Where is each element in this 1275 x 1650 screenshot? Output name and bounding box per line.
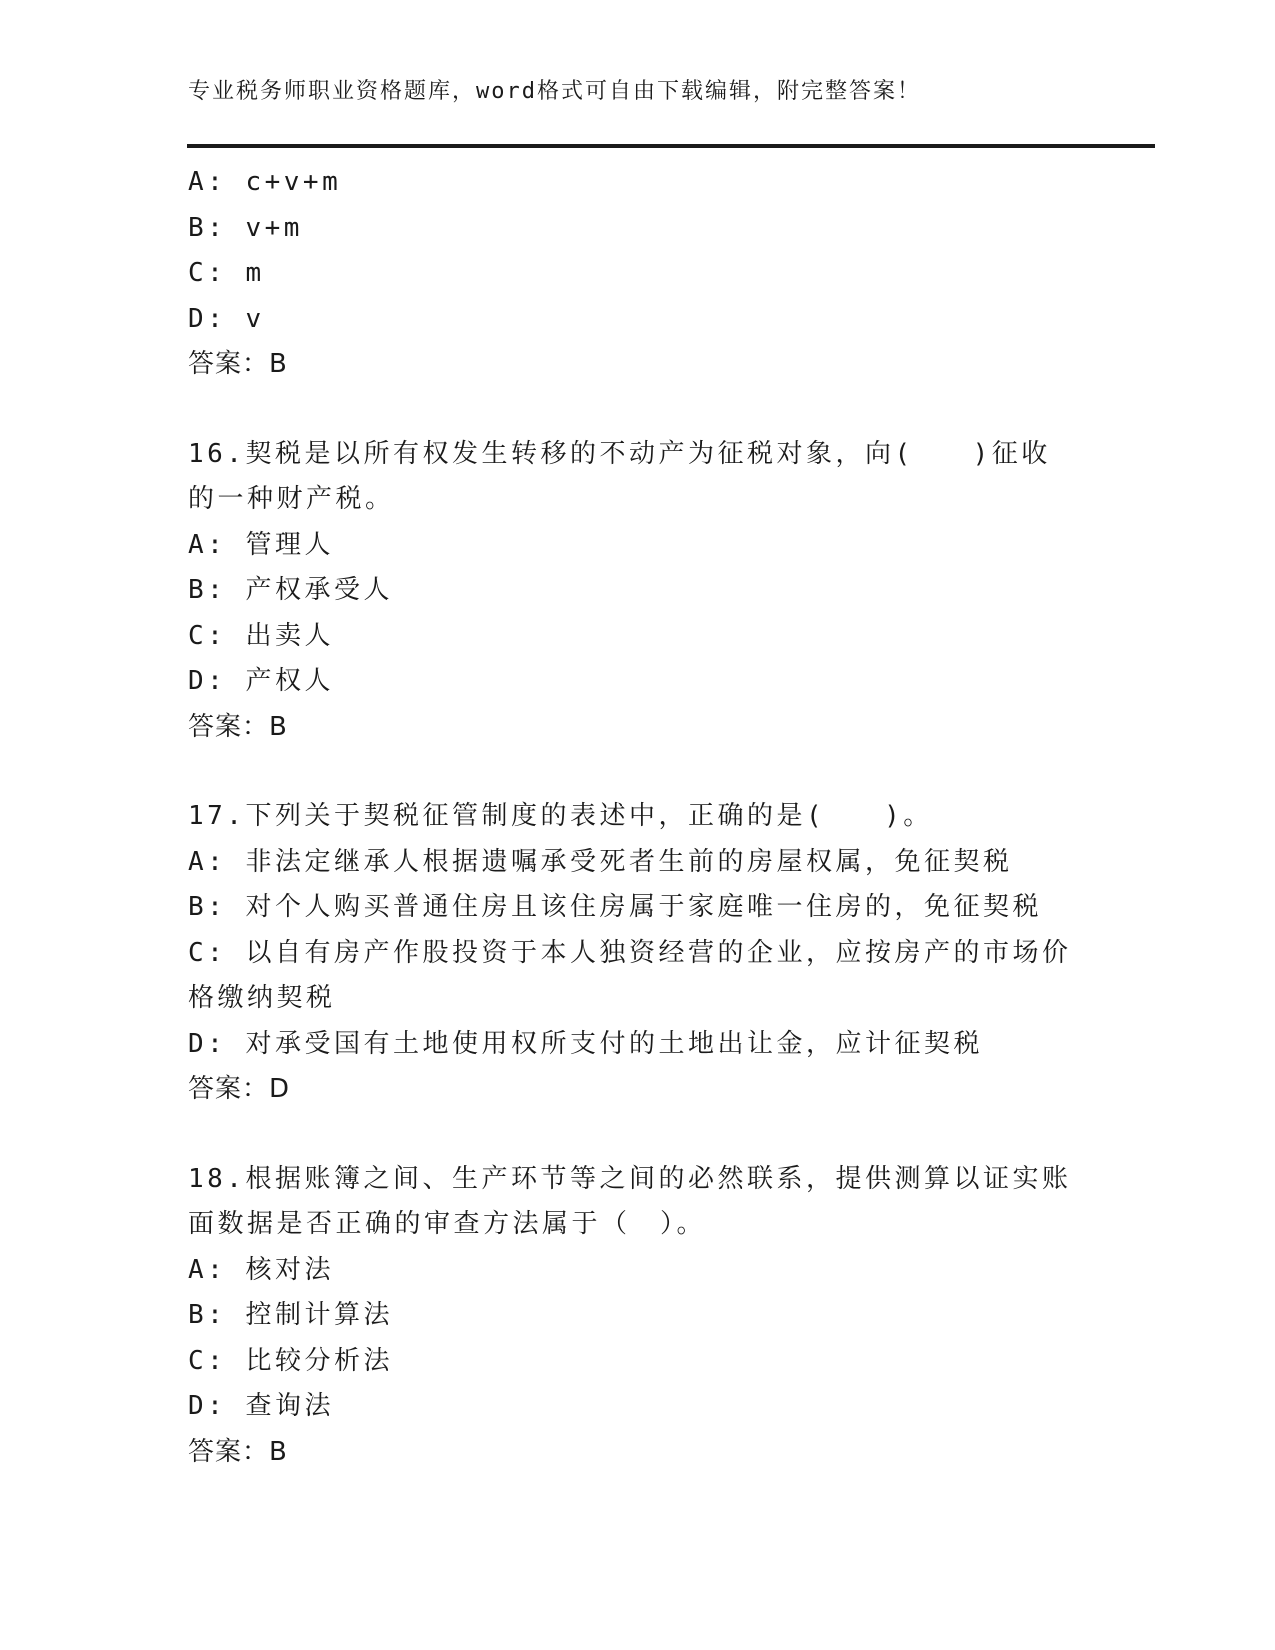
question-stem: 16.契税是以所有权发生转移的不动产为征税对象，向( )征收的一种财产税。	[188, 438, 1051, 514]
spacer	[188, 750, 1088, 794]
option-c: C: 以自有房产作股投资于本人独资经营的企业，应按房产的市场价格缴纳契税	[188, 937, 1072, 1013]
option-a: A: 非法定继承人根据遗嘱承受死者生前的房屋权属，免征契税	[188, 846, 1013, 877]
page-header: 专业税务师职业资格题库，word格式可自由下载编辑，附完整答案！	[188, 79, 921, 104]
option-a: A: c+v+m	[188, 167, 342, 197]
answer-line: 答案：B	[188, 1436, 288, 1467]
question-stem: 18.根据账簿之间、生产环节等之间的必然联系，提供测算以证实账面数据是否正确的审查方法属于（ ）。	[188, 1163, 1072, 1239]
answer-line: 答案：D	[188, 1074, 291, 1104]
header-divider	[187, 144, 1155, 148]
question-block	[188, 794, 1088, 1113]
question-block	[188, 432, 1088, 751]
question-block	[188, 1157, 1088, 1476]
option-d: D: v	[188, 303, 265, 334]
option-d: D: 产权人	[188, 666, 334, 696]
option-c: C: 比较分析法	[188, 1345, 393, 1376]
option-a: A: 管理人	[188, 529, 334, 560]
option-b: B: 产权承受人	[188, 575, 393, 605]
option-c: C: m	[188, 258, 265, 288]
question-list	[188, 160, 1088, 1475]
option-b: B: v+m	[188, 212, 303, 243]
option-d: D: 查询法	[188, 1391, 334, 1421]
option-a: A: 核对法	[188, 1254, 334, 1285]
spacer	[188, 1113, 1088, 1157]
answer-line: 答案：B	[188, 349, 288, 379]
question-block	[188, 160, 1088, 388]
option-b: B: 对个人购买普通住房且该住房属于家庭唯一住房的，免征契税	[188, 892, 1042, 922]
spacer	[188, 388, 1088, 432]
option-d: D: 对承受国有土地使用权所支付的土地出让金，应计征契税	[188, 1028, 983, 1059]
question-stem: 17.下列关于契税征管制度的表述中，正确的是( )。	[188, 801, 933, 831]
option-c: C: 出卖人	[188, 620, 334, 651]
option-b: B: 控制计算法	[188, 1300, 393, 1330]
answer-line: 答案：B	[188, 711, 288, 742]
